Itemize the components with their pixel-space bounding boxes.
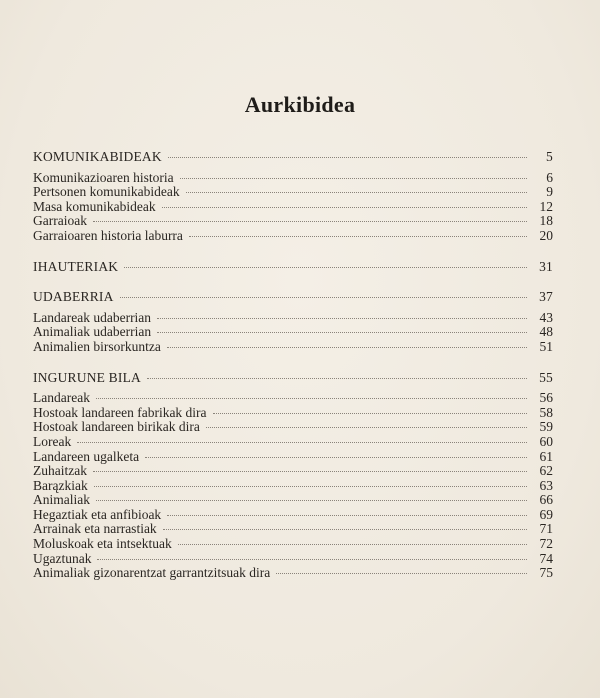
toc-entry xyxy=(33,200,553,215)
toc-heading xyxy=(33,260,553,275)
toc-entry xyxy=(33,214,553,229)
dot-leader xyxy=(97,559,527,560)
toc-entry xyxy=(33,566,553,581)
toc-page-number: 72 xyxy=(539,536,553,552)
page-title: Aurkibidea xyxy=(244,92,356,117)
toc-heading xyxy=(33,371,553,386)
toc-page-number: 59 xyxy=(539,419,553,435)
toc-page-number: 20 xyxy=(539,227,553,243)
toc-heading-label: IHAUTERIAK xyxy=(33,258,119,274)
toc-page-number: 31 xyxy=(539,258,553,274)
toc-section-ingurune-bila xyxy=(33,371,553,581)
dot-leader xyxy=(77,442,527,443)
toc-page-number: 71 xyxy=(539,521,553,537)
dot-leader xyxy=(167,515,527,516)
toc-entry xyxy=(33,508,553,523)
toc-page-number: 69 xyxy=(539,506,553,522)
toc-entry-label: Hostoak landareen birikak dira xyxy=(33,419,200,435)
toc-entry-label: Landareak xyxy=(33,390,90,406)
toc-page-number: 56 xyxy=(539,390,553,406)
dot-leader xyxy=(276,573,527,574)
toc-page-number: 58 xyxy=(539,404,553,420)
toc-entry-label: Zuhaitzak xyxy=(33,463,87,479)
dot-leader xyxy=(94,486,527,487)
dot-leader xyxy=(178,544,527,545)
table-of-contents xyxy=(33,150,553,597)
toc-entry-label: Garraioaren historia laburra xyxy=(33,227,183,243)
dot-leader xyxy=(120,297,527,298)
toc-section-komunikabideak xyxy=(33,150,553,244)
toc-entry-label: Ugaztunak xyxy=(33,550,92,566)
dot-leader xyxy=(167,347,527,348)
toc-page-number: 37 xyxy=(539,289,553,305)
toc-section-udaberria xyxy=(33,290,553,354)
toc-entry xyxy=(33,479,553,494)
dot-leader xyxy=(93,471,527,472)
toc-entry xyxy=(33,420,553,435)
dot-leader xyxy=(147,378,527,379)
toc-entry xyxy=(33,311,553,326)
toc-entry xyxy=(33,229,553,244)
toc-entry xyxy=(33,406,553,421)
dot-leader xyxy=(96,398,527,399)
dot-leader xyxy=(163,529,527,530)
toc-page-number: 18 xyxy=(539,213,553,229)
toc-entry-label: Hegaztiak eta anfibioak xyxy=(33,506,162,522)
dot-leader xyxy=(93,221,527,222)
toc-entry xyxy=(33,171,553,186)
toc-page-number: 62 xyxy=(539,463,553,479)
dot-leader xyxy=(180,178,527,179)
toc-page-number: 74 xyxy=(539,550,553,566)
dot-leader xyxy=(157,318,527,319)
dot-leader xyxy=(96,500,527,501)
toc-heading xyxy=(33,290,553,305)
toc-entry-label: Pertsonen komunikabideak xyxy=(33,184,180,200)
toc-page-number: 60 xyxy=(539,433,553,449)
toc-page-number: 5 xyxy=(546,149,553,164)
toc-entry xyxy=(33,185,553,200)
toc-entry-label: Hostoak landareen fabrikak dira xyxy=(33,404,207,420)
toc-entry-label: Komunikazioaren historia xyxy=(33,169,174,185)
toc-entry-label: Moluskoak eta intsektuak xyxy=(33,536,172,552)
dot-leader xyxy=(145,457,527,458)
toc-entry-label: Loreak xyxy=(33,433,72,449)
toc-entry-label: Arrainak eta narrastiak xyxy=(33,521,157,537)
toc-entry-label: Landareen ugalketa xyxy=(33,448,140,464)
toc-page-number: 9 xyxy=(546,184,553,200)
toc-entry xyxy=(33,522,553,537)
toc-entry xyxy=(33,552,553,567)
toc-page-number: 66 xyxy=(539,492,553,508)
toc-heading-label: INGURUNE BILA xyxy=(33,369,141,385)
dot-leader xyxy=(162,207,527,208)
toc-entry-label: Landareak udaberrian xyxy=(33,309,152,325)
toc-entry-label: Barązkiak xyxy=(33,477,88,493)
toc-entry xyxy=(33,435,553,450)
toc-page-number: 51 xyxy=(539,338,553,354)
dot-leader xyxy=(213,413,527,414)
toc-page-number: 48 xyxy=(539,324,553,340)
toc-entry-label: Animalien birsorkuntza xyxy=(33,338,161,354)
toc-entry-label: Animaliak gizonarentzat garrantzitsuak dira xyxy=(33,565,271,581)
toc-entry-label: Garraioak xyxy=(33,213,87,229)
toc-entry xyxy=(33,450,553,465)
toc-page-number: 12 xyxy=(539,198,553,214)
toc-entry xyxy=(33,325,553,340)
toc-page-number: 61 xyxy=(539,448,553,464)
toc-page-number: 63 xyxy=(539,477,553,493)
dot-leader xyxy=(186,192,527,193)
toc-entry xyxy=(33,340,553,355)
toc-entry-label: Animaliak udaberrian xyxy=(33,324,152,340)
toc-entry-label: Animaliak xyxy=(33,492,90,508)
toc-page-number: 43 xyxy=(539,309,553,325)
toc-heading-label: UDABERRIA xyxy=(33,289,114,305)
dot-leader xyxy=(189,236,527,237)
toc-page-number: 75 xyxy=(539,565,553,581)
toc-entry xyxy=(33,391,553,406)
dot-leader xyxy=(168,157,527,158)
dot-leader xyxy=(157,332,527,333)
toc-entry xyxy=(33,537,553,552)
dot-leader xyxy=(206,427,527,428)
toc-page-number: 6 xyxy=(546,169,553,185)
toc-heading-label: KOMUNIKABIDEAK xyxy=(33,149,162,164)
toc-section-ihauteriak xyxy=(33,260,553,275)
toc-heading xyxy=(33,150,553,165)
toc-entry xyxy=(33,493,553,508)
toc-page-number: 55 xyxy=(539,369,553,385)
toc-entry-label: Masa komunikabideak xyxy=(33,198,156,214)
dot-leader xyxy=(124,267,527,268)
toc-entry xyxy=(33,464,553,479)
